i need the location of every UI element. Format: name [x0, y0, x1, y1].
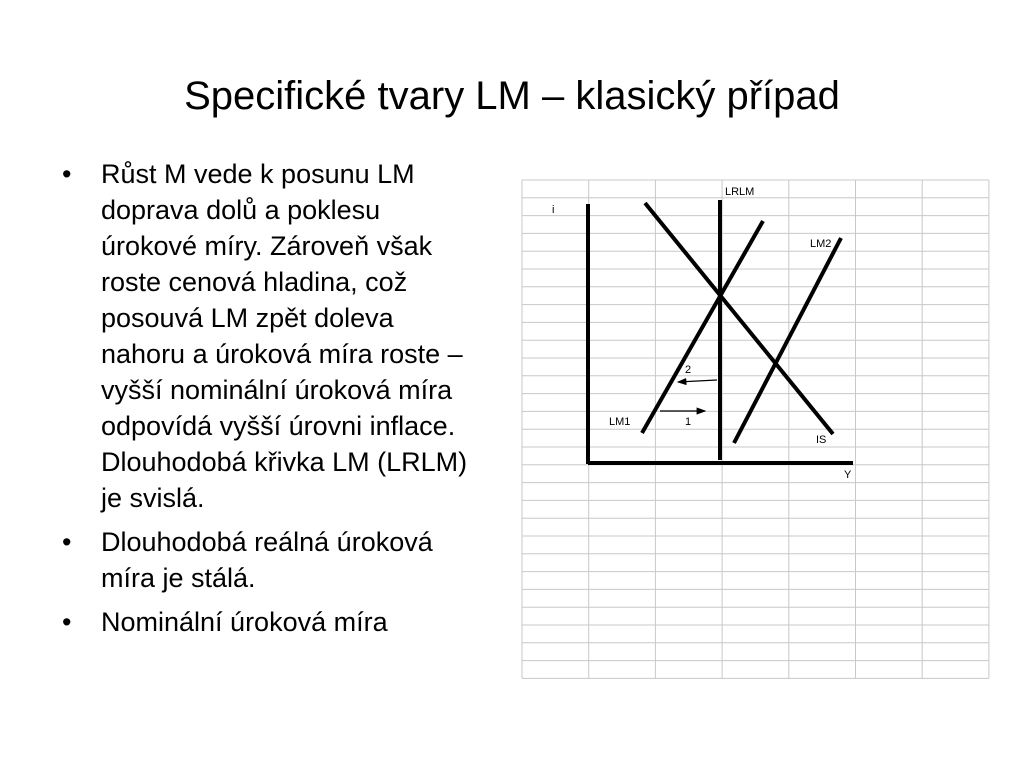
- lm2-label: LM2: [810, 238, 832, 250]
- bullet-marker: •: [62, 607, 72, 637]
- slide-title: Specifické tvary LM – klasický případ: [184, 74, 840, 118]
- is-lm-diagram: [520, 178, 992, 680]
- lm1-label: LM1: [609, 416, 631, 428]
- bullet-marker: •: [62, 527, 72, 557]
- spreadsheet-grid: [522, 180, 989, 678]
- i-axis-label: i: [552, 204, 555, 216]
- is-curve: [645, 203, 833, 434]
- bullet-text: Nominální úroková míra: [101, 607, 388, 637]
- shift-label-1: 1: [685, 416, 692, 428]
- bullet-text: Dlouhodobá reálná úroková míra je stálá.: [101, 527, 433, 593]
- bullet-marker: •: [62, 159, 72, 189]
- bullet-item: [62, 156, 482, 516]
- bullet-list: [62, 156, 482, 648]
- y-axis-label: Y: [844, 469, 852, 481]
- shift-label-2: 2: [685, 364, 692, 376]
- bullet-item: [62, 604, 482, 640]
- lrlm-label: LRLM: [725, 186, 755, 198]
- bullet-item: [62, 524, 482, 596]
- is-label: IS: [816, 434, 827, 446]
- bullet-text: Růst M vede k posunu LM doprava dolů a poklesu úrokové míry. Zároveň však roste cenová hladina, což posouvá LM zpět doleva nahoru a úroková míra roste – vyšší nominální úroková míra odpovídá vyšší úrovni inflace. Dlouhodobá křivka LM (LRLM) je svislá.: [101, 159, 468, 513]
- shift-arrow-2: [678, 380, 717, 382]
